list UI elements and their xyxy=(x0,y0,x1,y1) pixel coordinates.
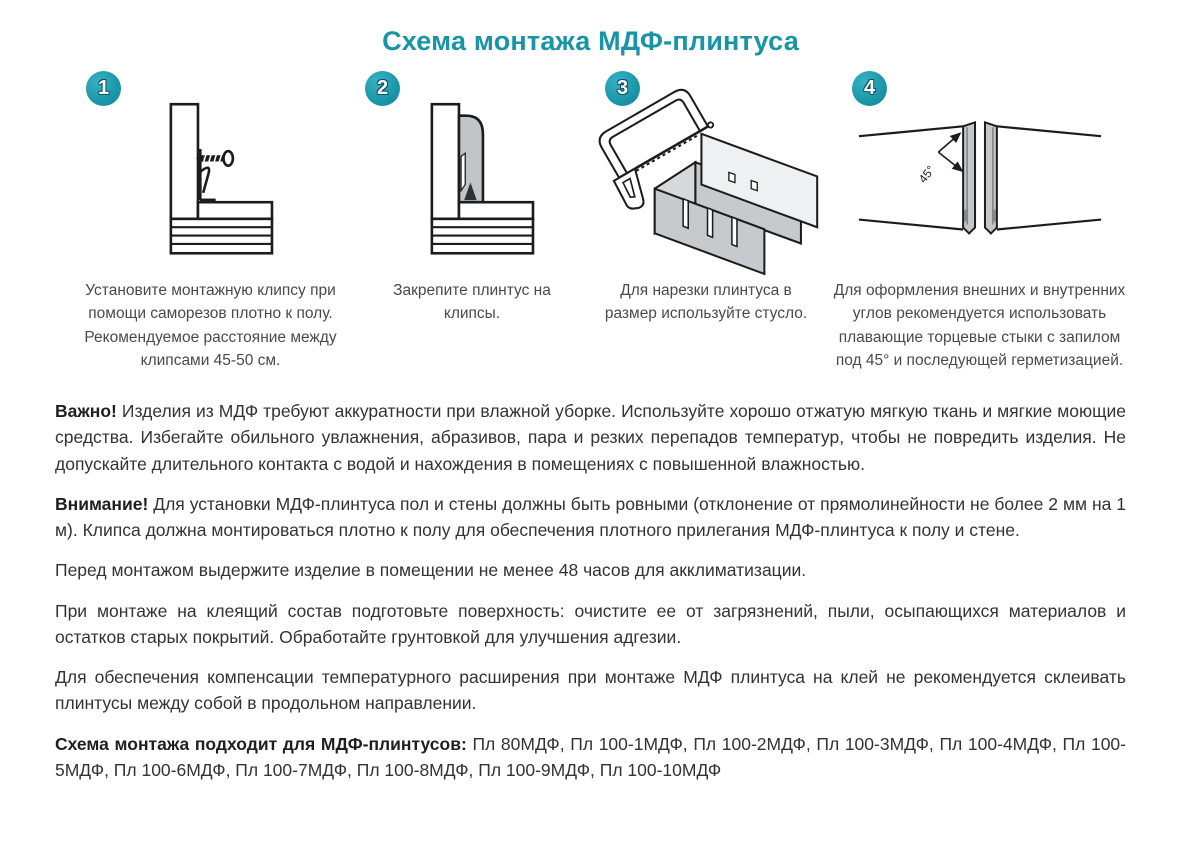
step-3 xyxy=(581,69,831,372)
instruction-sheet xyxy=(0,26,1181,853)
paragraph-important-text: Изделия из МДФ требуют аккуратности при влажной уборке. Используйте хорошо отжатую мягкую ткань и мягкие моющие средства. Избегайте обильного увлажнения, абразивов, пара и резких перепадов температур, чтобы не повредить изделия. Не допускайте длительного контакта с водой и нахождения в помещениях с повышенной влажностью. xyxy=(55,401,1126,474)
step-4 xyxy=(831,69,1128,372)
paragraph-important-lead: Важно! xyxy=(55,401,117,421)
paragraph-models-text: Пл 80МДФ, Пл 100-1МДФ, Пл 100-2МДФ, Пл 100-3МДФ, Пл 100-4МДФ, Пл 100-5МДФ, Пл 100-6МДФ, Пл 100-7МДФ, Пл 100-8МДФ, Пл 100-9МДФ, Пл 100-10МДФ xyxy=(55,733,1126,780)
wall-section xyxy=(170,104,197,219)
step-4-number-badge: 4 xyxy=(852,71,887,106)
step-2-number-badge: 2 xyxy=(365,71,400,106)
wall-section xyxy=(432,104,459,219)
notes-section xyxy=(55,398,1126,783)
floor-board xyxy=(459,202,533,219)
paragraph-attention-text: Для установки МДФ-плинтуса пол и стены должны быть ровными (отклонение от прямолинейности не более 2 мм на 1 м). Клипса должна монтироваться плотно к полу для обеспечения плотного прилегания МДФ-плинтуса к полу и стене. xyxy=(55,493,1126,540)
hacksaw-mitre-box-diagram xyxy=(586,79,826,277)
angle-label: 45° xyxy=(915,162,938,186)
plinth-on-clip-diagram xyxy=(401,99,543,271)
page-title: Схема монтажа МДФ-плинтуса xyxy=(382,26,799,56)
step-2-caption: Закрепите плинтус на клипсы. xyxy=(393,282,551,323)
paragraph-glue-surface: При монтаже на клеящий состав подготовьте поверхность: очистите ее от загрязнений, пыли, осыпающихся материалов и остатков старых покрытий. Обработайте грунтовкой для улучшения адгезии. xyxy=(55,600,1126,647)
steps-row xyxy=(58,69,1128,372)
corner-joint-diagram xyxy=(851,79,1109,251)
step-3-number-badge: 3 xyxy=(605,71,640,106)
wall-floor-clip-diagram xyxy=(140,99,282,271)
right-plinth-end xyxy=(984,122,1100,233)
step-3-caption: Для нарезки плинтуса в размер используйте стусло. xyxy=(604,282,808,323)
paragraph-acclimatization: Перед монтажом выдержите изделие в помещении не менее 48 часов для акклиматизации. xyxy=(55,560,807,581)
paragraph-attention-lead: Внимание! xyxy=(55,493,149,514)
step-4-caption: Для оформления внешних и внутренних углов рекомендуется использовать плавающие торцевые стыки с запилом под 45° и последующей герметизацией. xyxy=(833,282,1126,369)
paragraph-models-lead: Схема монтажа подходит для МДФ-плинтусов: xyxy=(55,733,467,754)
step-1-caption: Установите монтажную клипсу при помощи саморезов плотно к полу. Рекомендуемое расстояние между клипсами 45-50 см. xyxy=(84,282,337,369)
paragraph-models xyxy=(55,731,1126,784)
paragraph-attention xyxy=(55,491,1126,544)
step-1-number-badge: 1 xyxy=(86,71,121,106)
floor-board xyxy=(197,202,271,219)
step-1 xyxy=(58,69,363,372)
mitre-box-icon xyxy=(655,134,817,274)
clip-gap xyxy=(461,153,465,191)
angle-annotation xyxy=(915,133,961,185)
step-2 xyxy=(363,69,581,372)
paragraph-expansion: Для обеспечения компенсации температурного расширения при монтаже МДФ плинтуса на клей не рекомендуется склеивать плинтусы между собой в продольном направлении. xyxy=(55,667,1126,714)
paragraph-important xyxy=(55,398,1126,477)
